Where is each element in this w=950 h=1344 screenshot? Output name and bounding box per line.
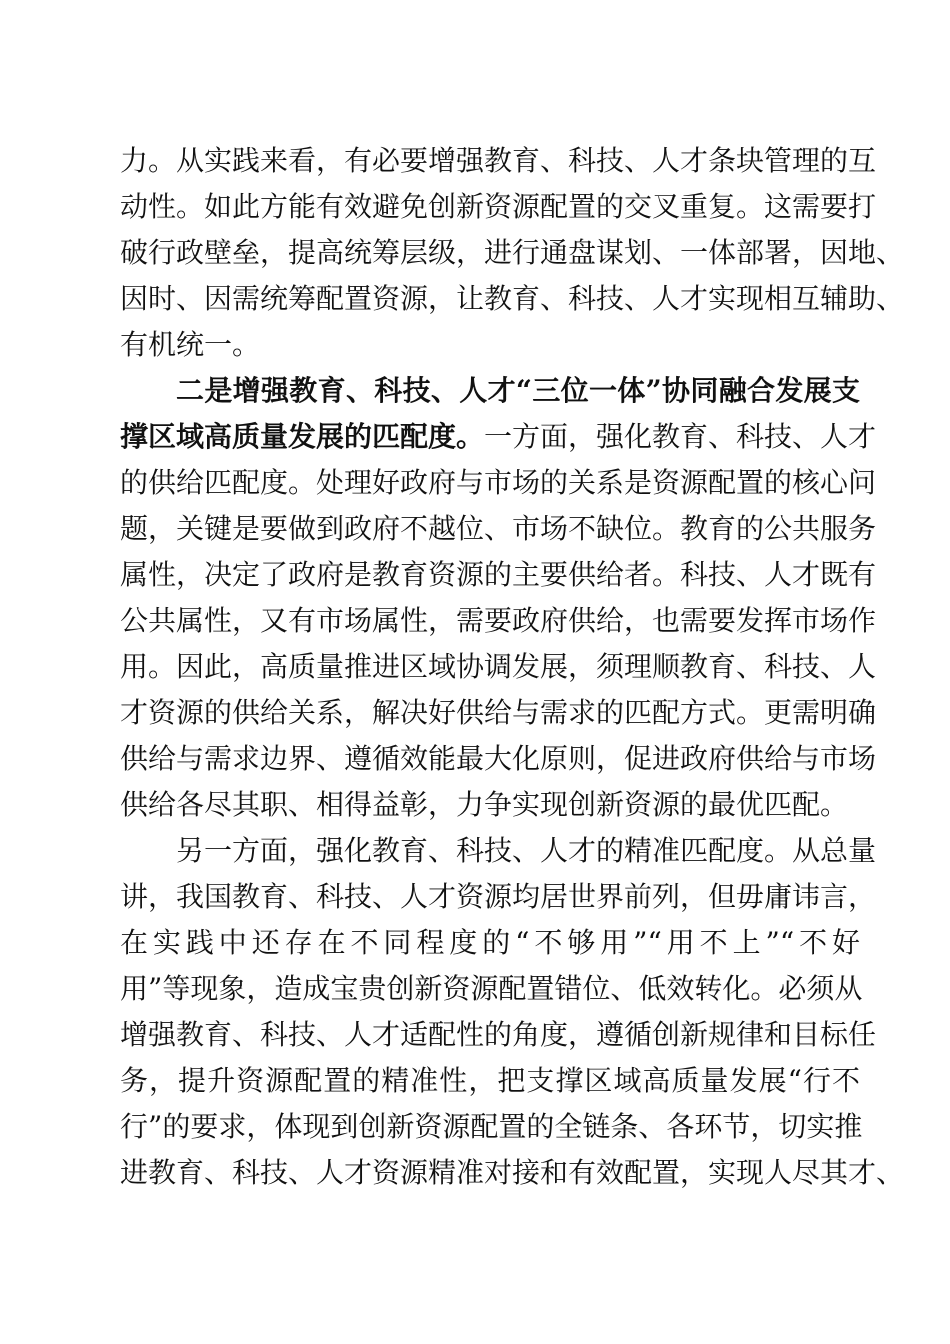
paragraph-2-heading-line-2-rest: 一方面，强化教育、科技、人才 [484,420,877,453]
paragraph-3-line-4: 用”等现象，造成宝贵创新资源配置错位、低效转化。必须从 [120,972,863,1005]
paragraph-2-line-5: 属性，决定了政府是教育资源的主要供给者。科技、人才既有 [120,558,877,591]
paragraph-3-line-2: 讲，我国教育、科技、人才资源均居世界前列，但毋庸讳言， [120,880,877,913]
paragraph-3-line-1: 另一方面，强化教育、科技、人才的精准匹配度。从总量 [176,834,877,867]
paragraph-1-line-4: 因时、因需统筹配置资源，让教育、科技、人才实现相互辅助、 [120,282,905,315]
paragraph-3-line-6: 务，提升资源配置的精准性，把支撑区域高质量发展“行不 [120,1064,860,1097]
paragraph-2-line-10: 供给各尽其职、相得益彰，力争实现创新资源的最优匹配。 [120,788,849,821]
paragraph-1-line-5: 有机统一。 [120,328,261,361]
paragraph-1-line-1: 力。从实践来看，有必要增强教育、科技、人才条块管理的互 [120,144,877,177]
paragraph-2-line-4: 题，关键是要做到政府不越位、市场不缺位。教育的公共服务 [120,512,877,545]
paragraph-3-line-3: 在实践中还存在不同程度的“不够用”“用不上”“不好 [120,926,860,959]
paragraph-2-heading-line-2-bold: 撑区域高质量发展的匹配度。 [120,420,485,453]
paragraph-1-line-2: 动性。如此方能有效避免创新资源配置的交叉重复。这需要打 [120,190,877,223]
paragraph-2-heading-line-1: 二是增强教育、科技、人才“三位一体”协同融合发展支 [176,374,860,407]
paragraph-3-line-8: 进教育、科技、人才资源精准对接和有效配置，实现人尽其才、 [120,1156,905,1189]
paragraph-3-line-5: 增强教育、科技、人才适配性的角度，遵循创新规律和目标任 [120,1018,877,1051]
paragraph-3-line-7: 行”的要求，体现到创新资源配置的全链条、各环节，切实推 [120,1110,863,1143]
paragraph-2-line-2 [120,419,877,455]
paragraph-2-line-7: 用。因此，高质量推进区域协调发展，须理顺教育、科技、人 [120,650,877,683]
paragraph-2-line-9: 供给与需求边界、遵循效能最大化原则，促进政府供给与市场 [120,742,877,775]
paragraph-2-line-6: 公共属性，又有市场属性，需要政府供给，也需要发挥市场作 [120,604,877,637]
paragraph-2-line-3: 的供给匹配度。处理好政府与市场的关系是资源配置的核心问 [120,466,877,499]
paragraph-1-line-3: 破行政壁垒，提高统筹层级，进行通盘谋划、一体部署，因地、 [120,236,905,269]
paragraph-2-line-8: 才资源的供给关系，解决好供给与需求的匹配方式。更需明确 [120,696,877,729]
